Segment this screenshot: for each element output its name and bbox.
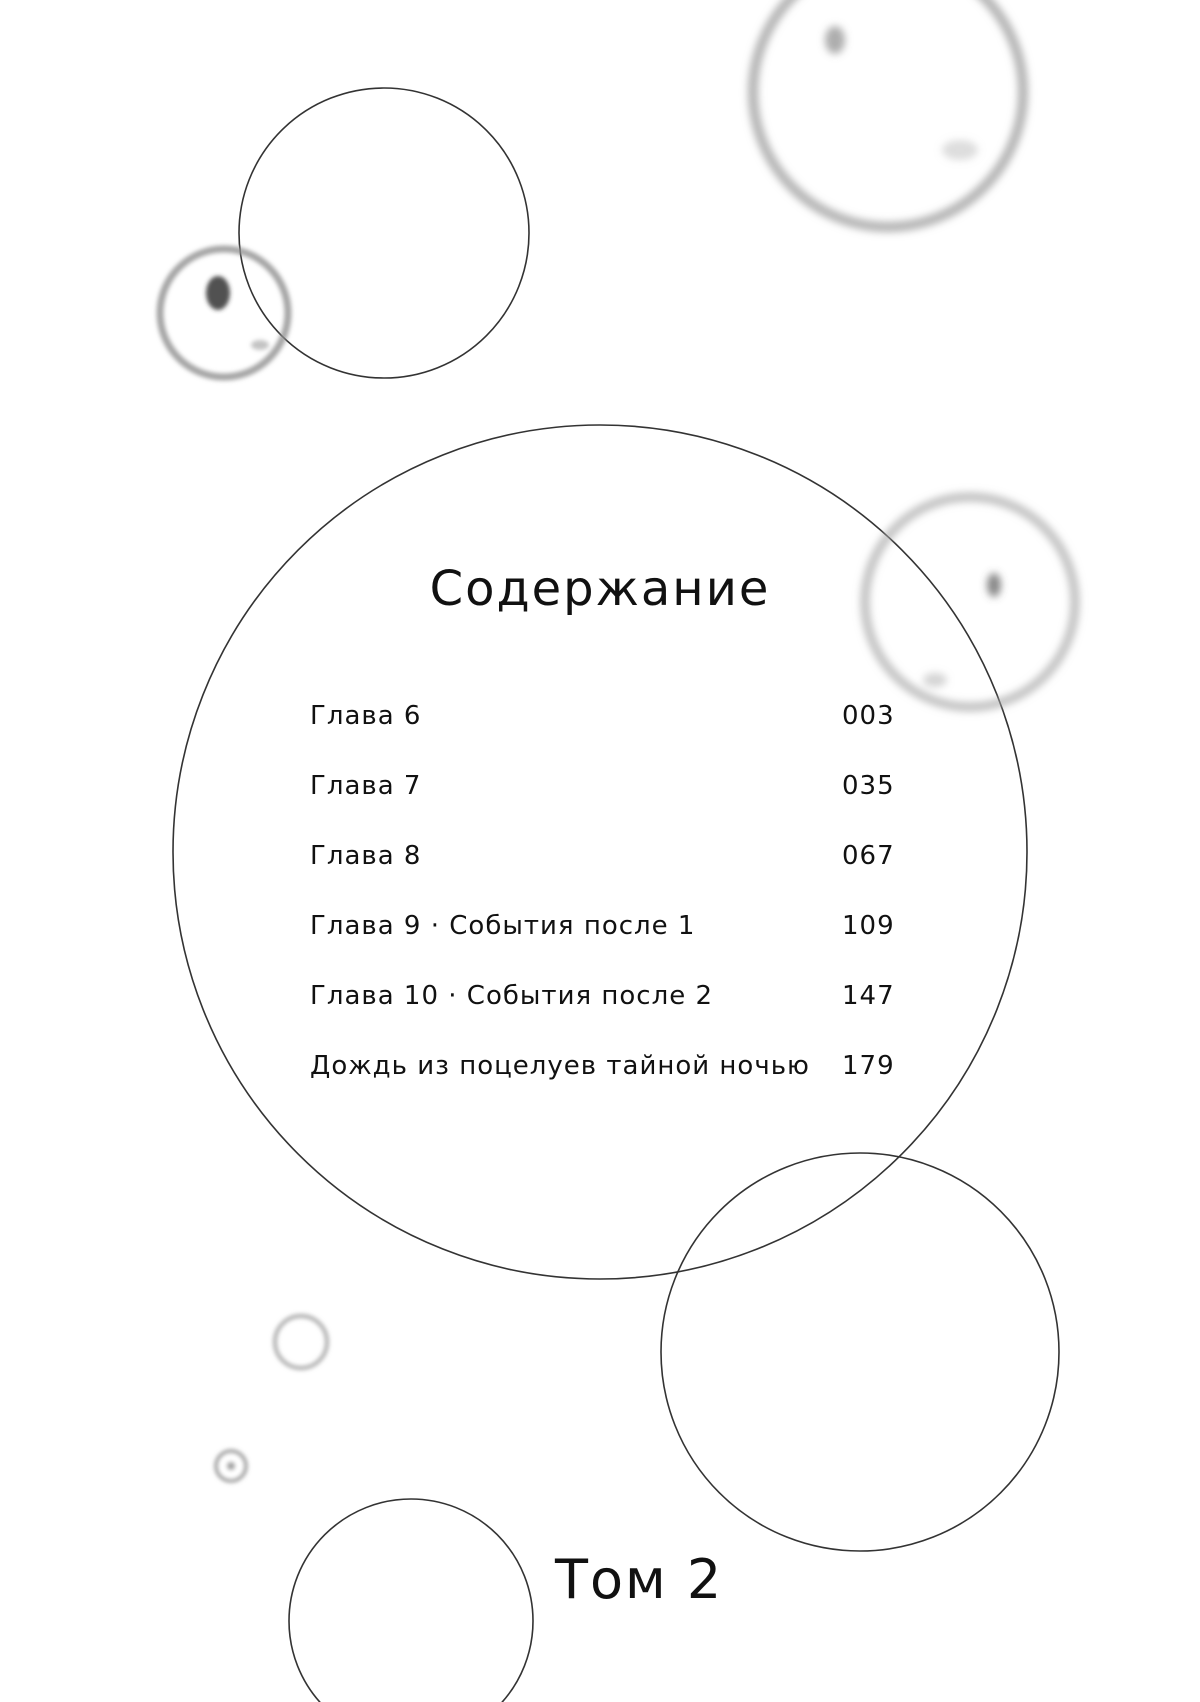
toc-entry-label: Глава 10 · События после 2	[310, 981, 713, 1011]
soft-bubble-top-right	[753, 0, 1023, 227]
toc-entry-page: 109	[842, 911, 895, 941]
toc-entry-page: 147	[842, 981, 895, 1011]
toc-entry	[310, 913, 910, 983]
small-bubble-2	[216, 1451, 246, 1481]
toc-entry-label: Глава 7	[310, 771, 422, 801]
toc-entry	[310, 843, 910, 913]
toc-entry-page: 003	[842, 701, 895, 731]
soft-bubble-right-middle	[865, 497, 1075, 707]
toc-entry	[310, 703, 910, 773]
toc-entry	[310, 1053, 910, 1123]
toc-entry-label: Дождь из поцелуев тайной ночью	[310, 1051, 810, 1081]
toc-entry-page: 035	[842, 771, 895, 801]
toc-list	[310, 703, 910, 1123]
small-bubble-1	[275, 1316, 327, 1368]
toc-entry-label: Глава 9 · События после 1	[310, 911, 696, 941]
soft-bubble-left	[160, 249, 288, 377]
toc-entry	[310, 773, 910, 843]
toc-entry-label: Глава 8	[310, 841, 422, 871]
toc-entry-page: 179	[842, 1051, 895, 1081]
toc-entry	[310, 983, 910, 1053]
volume-label: Том 2	[555, 1548, 724, 1611]
outline-circle-bottom-left	[289, 1499, 533, 1702]
toc-entry-label: Глава 6	[310, 701, 422, 731]
toc-title: Содержание	[429, 561, 771, 617]
outline-circle-lower-right	[661, 1153, 1059, 1551]
toc-entry-page: 067	[842, 841, 895, 871]
